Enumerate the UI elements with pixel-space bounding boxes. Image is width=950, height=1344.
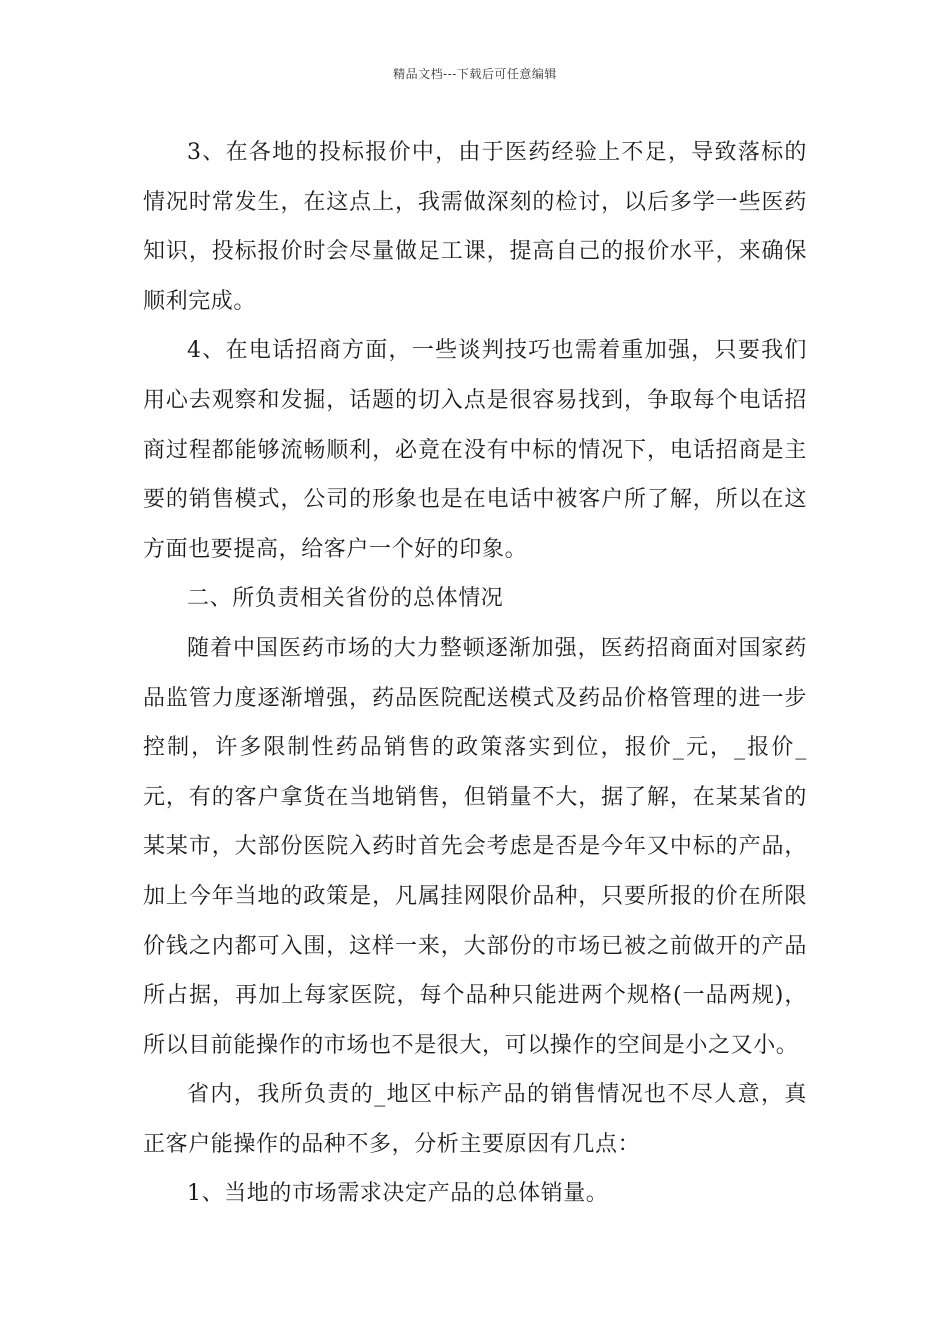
paragraph-phone-marketing: 4、在电话招商方面，一些谈判技巧也需着重加强，只要我们用心去观察和发掘，话题的切入点是很容易找到，争取每个电话招商过程都能够流畅顺利，必竟在没有中标的情况下，电话招商是主要的销售模式，公司的形象也是在电话中被客户所了解，所以在这方面也要提高，给客户一个好的印象。 [143, 338, 807, 562]
paragraph-regional-sales: 省内，我所负责的_地区中标产品的销售情况也不尽人意，真正客户能操作的品种不多，分析主要原因有几点： [143, 1082, 807, 1157]
document-body [143, 128, 807, 1219]
paragraph-reason-one: 1、当地的市场需求决定产品的总体销量。 [187, 1181, 609, 1207]
paragraph-market-overview: 随着中国医药市场的大力整顿逐渐加强，医药招商面对国家药品监管力度逐渐增强，药品医院配送模式及药品价格管理的进一步控制，许多限制性药品销售的政策落实到位，报价_元，_报价_元，有的客户拿货在当地销售，但销量不大，据了解，在某某省的某某市，大部份医院入药时首先会考虑是否是今年又中标的产品，加上今年当地的政策是，凡属挂网限价品种，只要所报的价在所限价钱之内都可入围，这样一来，大部份的市场已被之前做开的产品所占据，再加上每家医院，每个品种只能进两个规格(一品两规)，所以目前能操作的市场也不是很大，可以操作的空间是小之又小。 [143, 635, 807, 1058]
paragraph-bidding-experience: 3、在各地的投标报价中，由于医药经验上不足，导致落标的情况时常发生，在这点上，我需做深刻的检讨，以后多学一些医药知识，投标报价时会尽量做足工课，提高自己的报价水平，来确保顺利完成。 [143, 140, 807, 314]
section-heading-provinces: 二、所负责相关省份的总体情况 [187, 586, 504, 612]
page-header: 精品文档---下载后可任意编辑 [393, 67, 557, 81]
